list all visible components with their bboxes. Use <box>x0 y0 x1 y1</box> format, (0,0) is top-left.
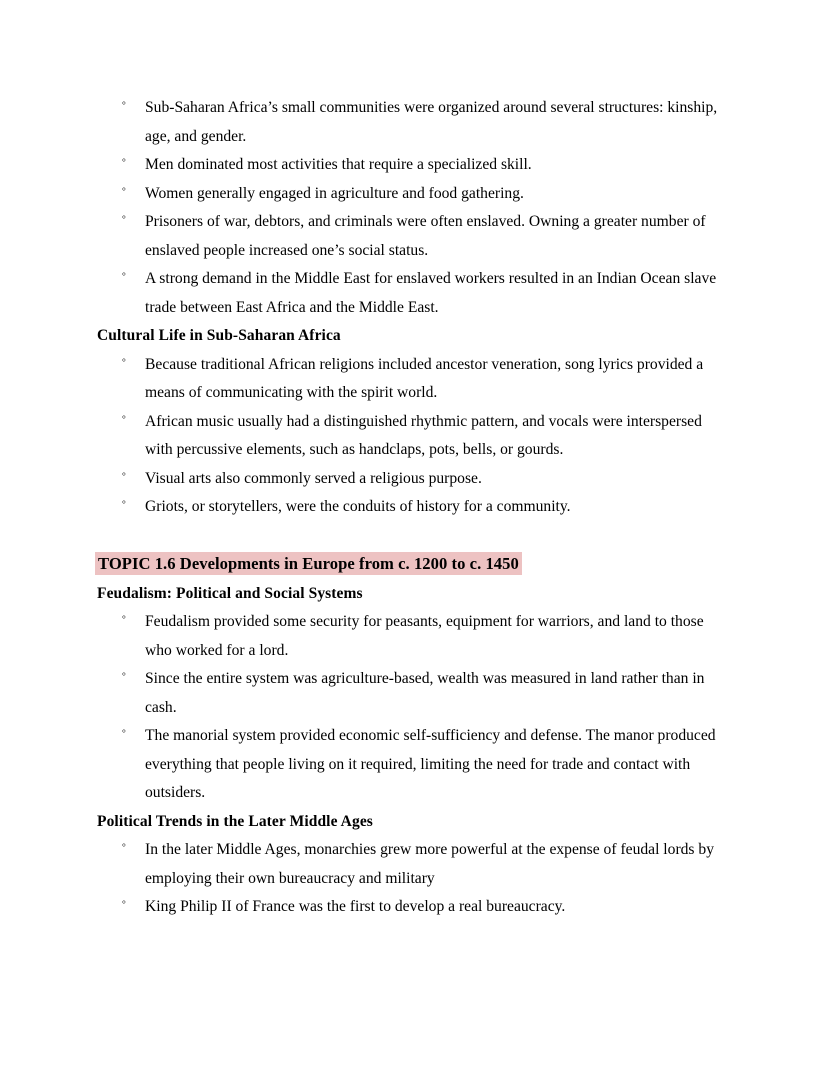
bullet-circle-icon: ° <box>122 186 126 197</box>
bullet-list-item <box>97 408 733 465</box>
bullet-circle-icon: ° <box>122 500 126 510</box>
bullet-text: In the later Middle Ages, monarchies grew more powerful at the expense of feudal lords by employing their own bureaucracy and military <box>145 841 714 887</box>
bullet-list-item <box>97 351 733 408</box>
bullet-text: Sub-Saharan Africa’s small communities were organized around several structures: kinship, age, and gender. <box>145 99 718 145</box>
document-body <box>97 94 733 922</box>
bullet-text: Griots, or storytellers, were the conduits of history for a community. <box>145 498 571 515</box>
bullet-list-item <box>97 665 733 722</box>
section-heading: Political Trends in the Later Middle Ages <box>97 812 373 830</box>
bullet-circle-icon: ° <box>122 729 126 739</box>
bullet-list-item <box>97 208 733 265</box>
bullet-circle-icon: ° <box>122 471 126 482</box>
bullet-text: King Philip II of France was the first to develop a real bureaucracy. <box>145 898 566 915</box>
bullet-circle-icon: ° <box>122 615 126 625</box>
bullet-list-item <box>97 836 733 893</box>
bullet-text: Women generally engaged in agriculture and food gathering. <box>145 184 524 202</box>
bullet-circle-icon: ° <box>122 843 126 853</box>
topic-heading-row <box>97 550 733 580</box>
bullet-list-item <box>97 265 733 322</box>
bullet-list-item <box>97 151 733 180</box>
bullet-circle-icon: ° <box>122 672 126 682</box>
section-heading: Feudalism: Political and Social Systems <box>97 584 363 602</box>
bullet-text: Prisoners of war, debtors, and criminals were often enslaved. Owning a greater number of enslaved people increased one’s social status. <box>145 213 706 259</box>
bullet-list-item <box>97 465 733 494</box>
bullet-list-item <box>97 608 733 665</box>
bullet-circle-icon: ° <box>122 101 126 111</box>
bullet-text: Since the entire system was agriculture-based, wealth was measured in land rather than in cash. <box>145 670 705 716</box>
bullet-text: Visual arts also commonly served a religious purpose. <box>145 469 482 487</box>
vertical-spacer <box>97 522 733 551</box>
section-heading: Cultural Life in Sub-Saharan Africa <box>97 327 341 344</box>
bullet-list-item <box>97 493 733 522</box>
bullet-list-item <box>97 893 733 922</box>
bullet-list-item <box>97 94 733 151</box>
bullet-circle-icon: ° <box>122 414 126 425</box>
bullet-text: Feudalism provided some security for peasants, equipment for warriors, and land to those who worked for a lord. <box>145 613 704 659</box>
bullet-text: The manorial system provided economic self-sufficiency and defense. The manor produced everything that people living on it required, limiting the need for trade and contact with outsiders. <box>145 727 716 801</box>
bullet-circle-icon: ° <box>122 900 126 910</box>
bullet-text: African music usually had a distinguished rhythmic pattern, and vocals were interspersed with percussive elements, such as handclaps, pots, bells, or gourds. <box>145 412 702 458</box>
bullet-list-item <box>97 722 733 808</box>
topic-heading-highlighted: TOPIC 1.6 Developments in Europe from c. 1200 to c. 1450 <box>98 554 519 573</box>
bullet-text: Because traditional African religions included ancestor veneration, song lyrics provided a means of communicating with the spirit world. <box>145 355 704 401</box>
bullet-circle-icon: ° <box>122 158 126 168</box>
bullet-text: Men dominated most activities that require a specialized skill. <box>145 156 532 173</box>
bullet-text: A strong demand in the Middle East for enslaved workers resulted in an Indian Ocean slave trade between East Africa and the Middle East. <box>145 270 717 316</box>
bullet-list-item <box>97 180 733 209</box>
bullet-circle-icon: ° <box>122 357 126 368</box>
bullet-circle-icon: ° <box>122 272 126 282</box>
bullet-circle-icon: ° <box>122 215 126 225</box>
